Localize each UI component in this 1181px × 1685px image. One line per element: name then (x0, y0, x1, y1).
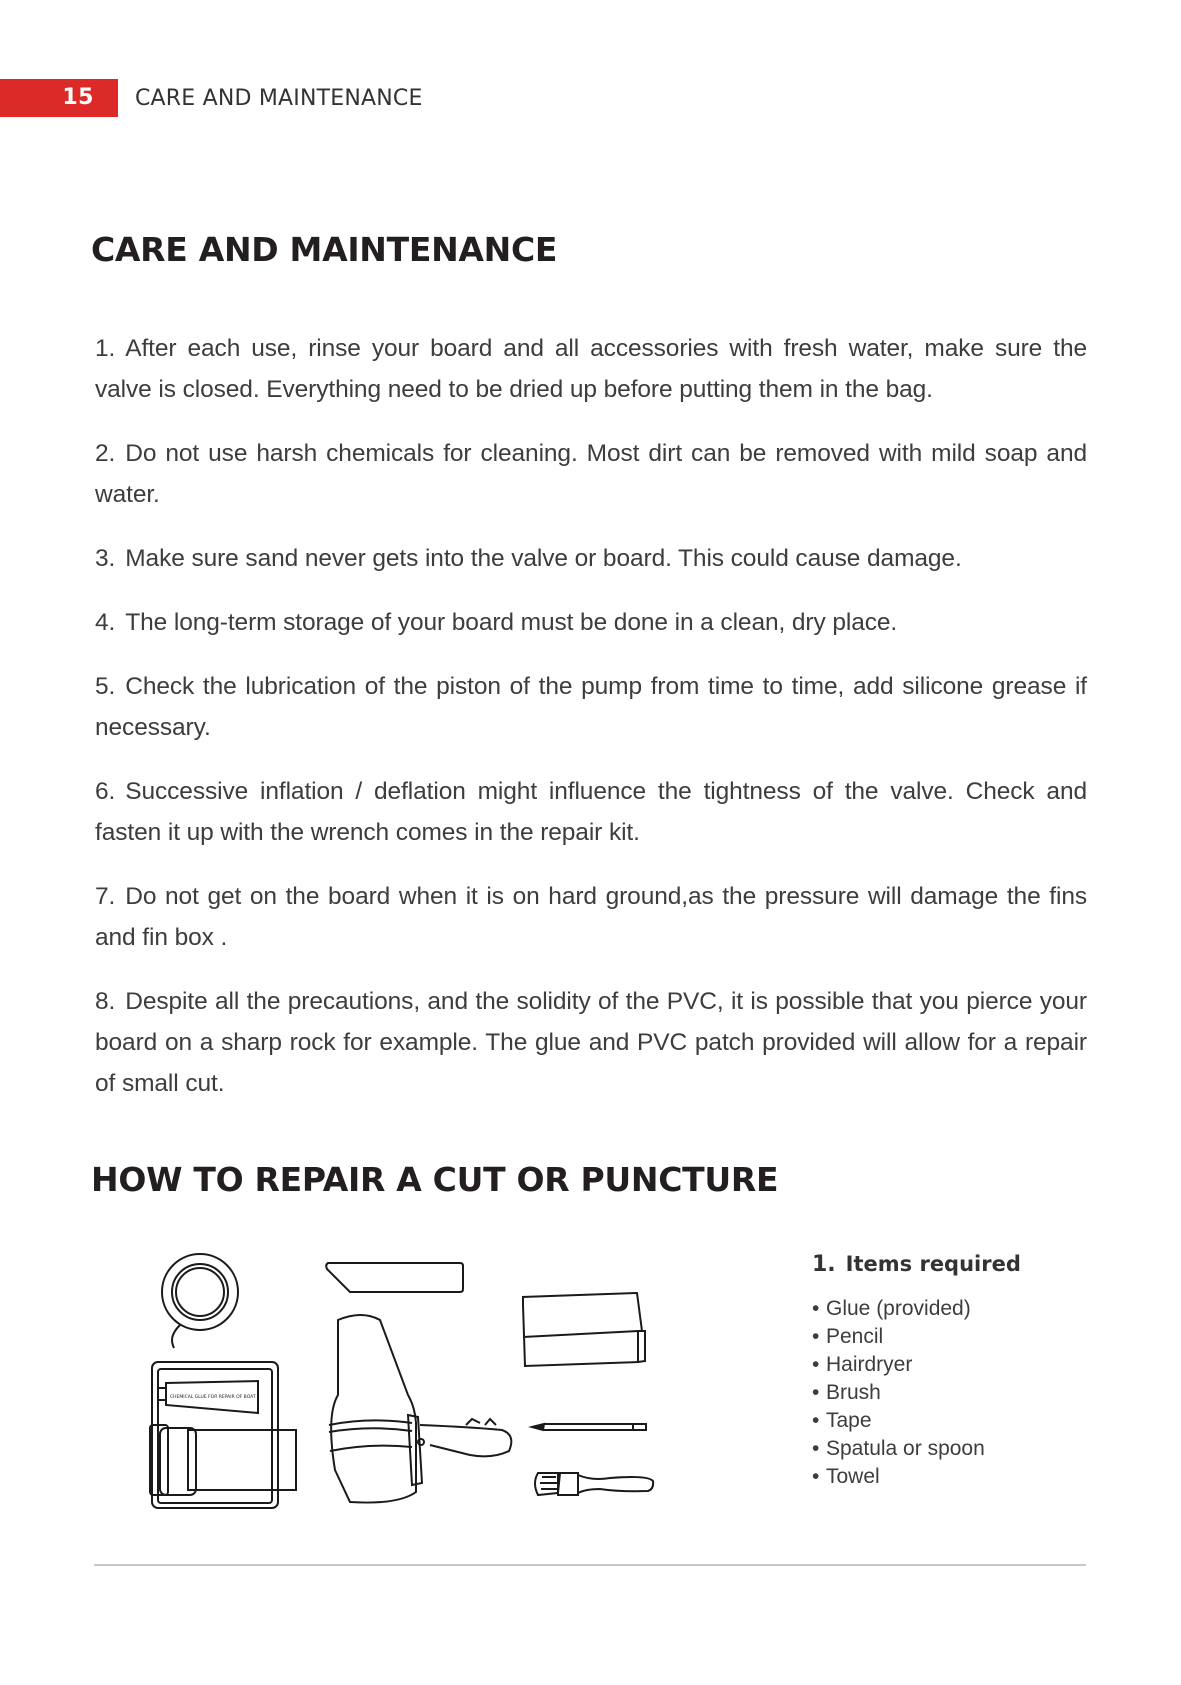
required-item-label: Brush (826, 1381, 881, 1404)
section-title-repair: HOW TO REPAIR A CUT OR PUNCTURE (91, 1160, 779, 1199)
required-item (812, 1323, 1021, 1351)
page-number-banner (0, 79, 118, 117)
brush-icon (535, 1473, 653, 1495)
item-number: 8. (95, 988, 116, 1015)
tape-roll-icon (162, 1254, 238, 1348)
section-title-care: CARE AND MAINTENANCE (91, 230, 558, 269)
item-text: Do not get on the board when it is on hard ground,as the pressure will damage the fins and fin box . (95, 883, 1087, 951)
bullet-icon: • (812, 1297, 820, 1320)
items-required-panel (812, 1252, 1021, 1491)
item-number: 4. (95, 609, 116, 636)
care-instruction-item (95, 981, 1087, 1104)
repair-kit-illustration (140, 1245, 740, 1515)
items-required-heading (812, 1252, 1021, 1277)
running-header-title: CARE AND MAINTENANCE (135, 86, 423, 111)
required-item (812, 1295, 1021, 1323)
items-required-number: 1. (812, 1252, 836, 1277)
repair-kit-box-icon (150, 1362, 296, 1508)
bullet-icon: • (812, 1381, 820, 1404)
required-item-label: Towel (826, 1465, 880, 1488)
care-instructions-list (95, 328, 1087, 1127)
care-instruction-item (95, 433, 1087, 515)
footer-divider (94, 1564, 1086, 1566)
items-required-title: Items required (845, 1252, 1021, 1276)
required-item-label: Hairdryer (826, 1353, 913, 1376)
item-text: Make sure sand never gets into the valve or board. This could cause damage. (125, 545, 962, 572)
item-number: 5. (95, 673, 116, 700)
required-item-label: Spatula or spoon (826, 1437, 985, 1460)
required-item-label: Tape (826, 1409, 872, 1432)
item-text: Successive inflation / deflation might influence the tightness of the valve. Check and fasten it up with the wrench comes in the repair kit. (95, 778, 1087, 846)
item-number: 7. (95, 883, 116, 910)
glue-tube-icon (158, 1381, 258, 1413)
bullet-icon: • (812, 1465, 820, 1488)
pencil-icon (532, 1424, 646, 1430)
item-text: Despite all the precautions, and the solidity of the PVC, it is possible that you pierce your board on a sharp rock for example. The glue and PVC patch provided will allow for a repair of small cut. (95, 988, 1087, 1097)
required-item-label: Glue (provided) (826, 1297, 971, 1320)
care-instruction-item (95, 771, 1087, 853)
care-instruction-item (95, 876, 1087, 958)
required-item (812, 1351, 1021, 1379)
spatula-icon (326, 1263, 463, 1292)
glue-tube-label: CHEMICAL GLUE FOR REPAIR OF BOAT (170, 1395, 256, 1400)
required-item (812, 1435, 1021, 1463)
item-number: 1. (95, 335, 116, 362)
care-instruction-item (95, 538, 1087, 579)
hairdryer-icon (329, 1315, 511, 1503)
bullet-icon: • (812, 1353, 820, 1376)
item-text: Do not use harsh chemicals for cleaning. Most dirt can be removed with mild soap and water. (95, 440, 1087, 508)
bullet-icon: • (812, 1437, 820, 1460)
page-number: 15 (62, 85, 94, 110)
item-text: Check the lubrication of the piston of the pump from time to time, add silicone grease if necessary. (95, 673, 1087, 741)
care-instruction-item (95, 328, 1087, 410)
bullet-icon: • (812, 1325, 820, 1348)
item-number: 3. (95, 545, 116, 572)
required-item (812, 1463, 1021, 1491)
item-number: 2. (95, 440, 116, 467)
required-item-label: Pencil (826, 1325, 884, 1348)
item-number: 6. (95, 778, 116, 805)
required-item (812, 1407, 1021, 1435)
items-required-list (812, 1295, 1021, 1491)
item-text: After each use, rinse your board and all accessories with fresh water, make sure the valve is closed. Everything need to be dried up before putting them in the bag. (95, 335, 1087, 403)
care-instruction-item (95, 602, 1087, 643)
item-text: The long-term storage of your board must be done in a clean, dry place. (125, 609, 898, 636)
care-instruction-item (95, 666, 1087, 748)
towel-icon (522, 1293, 645, 1366)
required-item (812, 1379, 1021, 1407)
bullet-icon: • (812, 1409, 820, 1432)
